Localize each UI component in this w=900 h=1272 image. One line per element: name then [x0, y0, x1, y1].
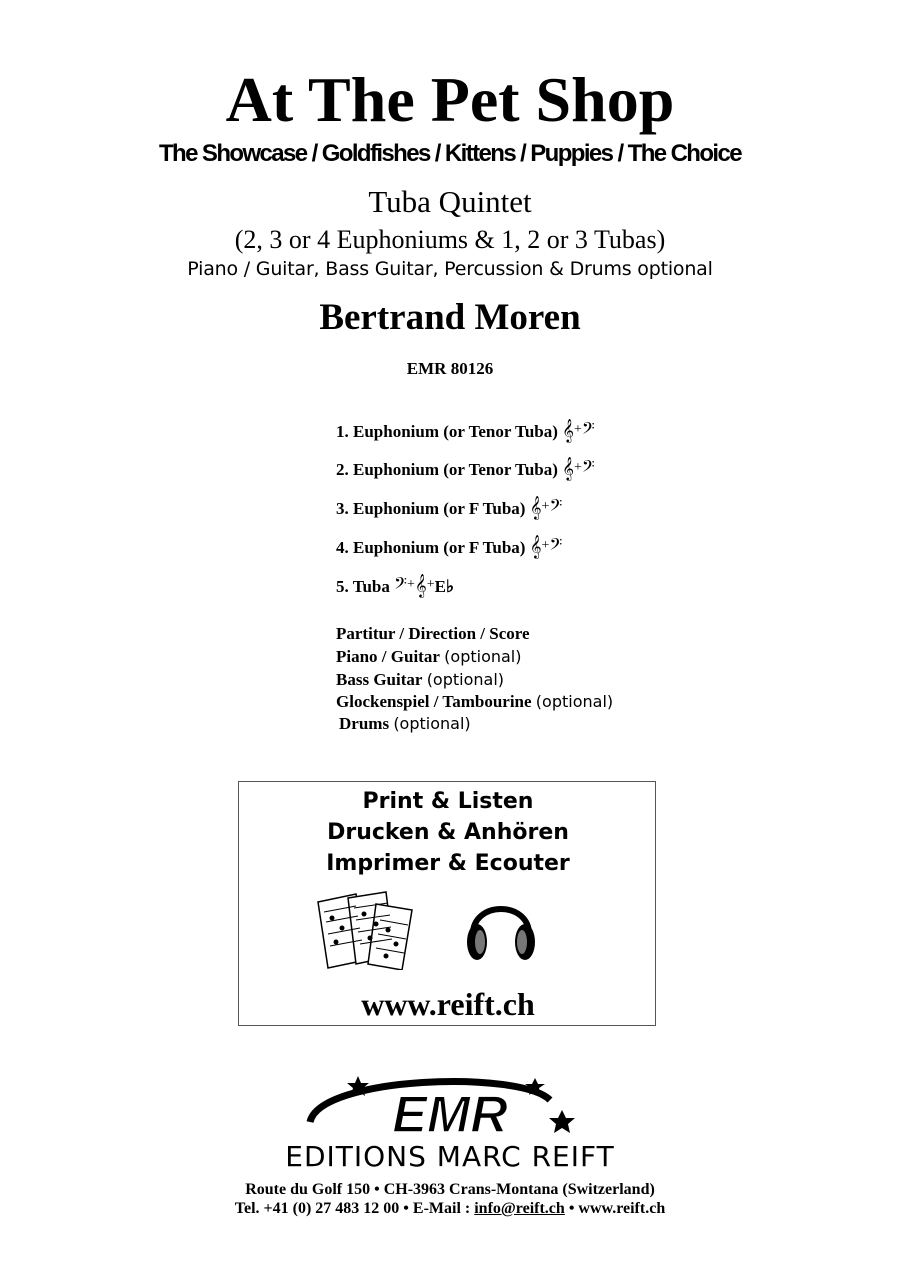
bass-clef-icon: 𝄢: [581, 418, 595, 442]
movement-list: The Showcase / Goldfishes / Kittens / Puppies / The Choice: [158, 140, 741, 167]
part-label: 2. Euphonium (or Tenor Tuba): [336, 460, 558, 479]
composer-name: Bertrand Moren: [319, 297, 581, 338]
part-item: [336, 573, 454, 599]
part-label: 3. Euphonium (or F Tuba): [336, 499, 526, 518]
treble-clef-icon: 𝄞: [562, 418, 574, 442]
contact-website: • www.reift.ch: [564, 1200, 666, 1217]
treble-clef-icon: 𝄞: [529, 495, 542, 519]
score-item: [336, 691, 613, 713]
score-label: Piano / Guitar: [336, 647, 440, 666]
part-label: 4. Euphonium (or F Tuba): [336, 538, 526, 557]
promo-english: Print & Listen: [362, 789, 534, 814]
plus-sign: +: [573, 422, 582, 437]
score-label: Drums: [339, 714, 390, 733]
score-label: Glockenspiel / Tambourine: [336, 692, 532, 711]
optional-instruments: Piano / Guitar, Bass Guitar, Percussion & Drums optional: [187, 258, 713, 280]
ensemble-type: Tuba Quintet: [368, 184, 532, 219]
plus-sign: +: [541, 538, 550, 553]
bass-clef-icon: 𝄢: [549, 495, 563, 519]
bass-clef-icon: 𝄢: [394, 573, 408, 597]
part-item: [336, 418, 595, 444]
part-label: 5. Tuba: [336, 577, 390, 596]
promo-website-link[interactable]: www.reift.ch: [361, 986, 535, 1022]
publisher-contact: [0, 1199, 900, 1219]
headphones-icon: [461, 890, 541, 970]
score-label: Partitur / Direction / Score: [336, 624, 530, 643]
treble-clef-icon: 𝄞: [529, 534, 542, 558]
score-note: (optional): [426, 670, 505, 689]
eflat-label: E♭: [434, 577, 455, 596]
publisher-name: EDITIONS MARC REIFT: [285, 1140, 615, 1173]
bass-clef-icon: 𝄢: [581, 456, 595, 480]
email-link[interactable]: info@reift.ch: [474, 1200, 565, 1217]
page-title: At The Pet Shop: [225, 64, 675, 135]
emr-logo: [300, 1070, 600, 1142]
plus-sign: +: [407, 577, 415, 592]
plus-sign: +: [541, 499, 550, 514]
print-listen-box: [238, 781, 656, 1026]
score-item: [336, 646, 521, 668]
score-note: (optional): [444, 647, 522, 666]
catalog-number: EMR 80126: [406, 359, 494, 378]
logo-text: EMR: [392, 1086, 508, 1142]
score-note: (optional): [535, 692, 614, 711]
instrumentation: (2, 3 or 4 Euphoniums & 1, 2 or 3 Tubas): [234, 225, 666, 254]
bass-clef-icon: 𝄢: [549, 534, 563, 558]
part-item: [336, 456, 595, 482]
promo-french: Imprimer & Ecouter: [326, 851, 570, 876]
contact-phone: Tel. +41 (0) 27 483 12 00 • E-Mail :: [234, 1200, 475, 1217]
publisher-address: Route du Golf 150 • CH-3963 Crans-Montana (Switzerland): [245, 1181, 655, 1198]
plus-sign: +: [426, 577, 435, 592]
part-label: 1. Euphonium (or Tenor Tuba): [336, 422, 558, 441]
treble-clef-icon: 𝄞: [562, 456, 574, 480]
score-item: [336, 623, 530, 645]
treble-clef-icon: 𝄞: [414, 573, 427, 597]
plus-sign: +: [573, 460, 582, 475]
part-item: [336, 495, 562, 521]
part-item: [336, 534, 562, 560]
score-note: (optional): [393, 714, 471, 733]
promo-german: Drucken & Anhören: [327, 820, 569, 845]
sheet-music-icon: [314, 890, 424, 970]
score-item: [339, 713, 471, 735]
score-item: [336, 669, 504, 691]
score-label: Bass Guitar: [336, 670, 423, 689]
